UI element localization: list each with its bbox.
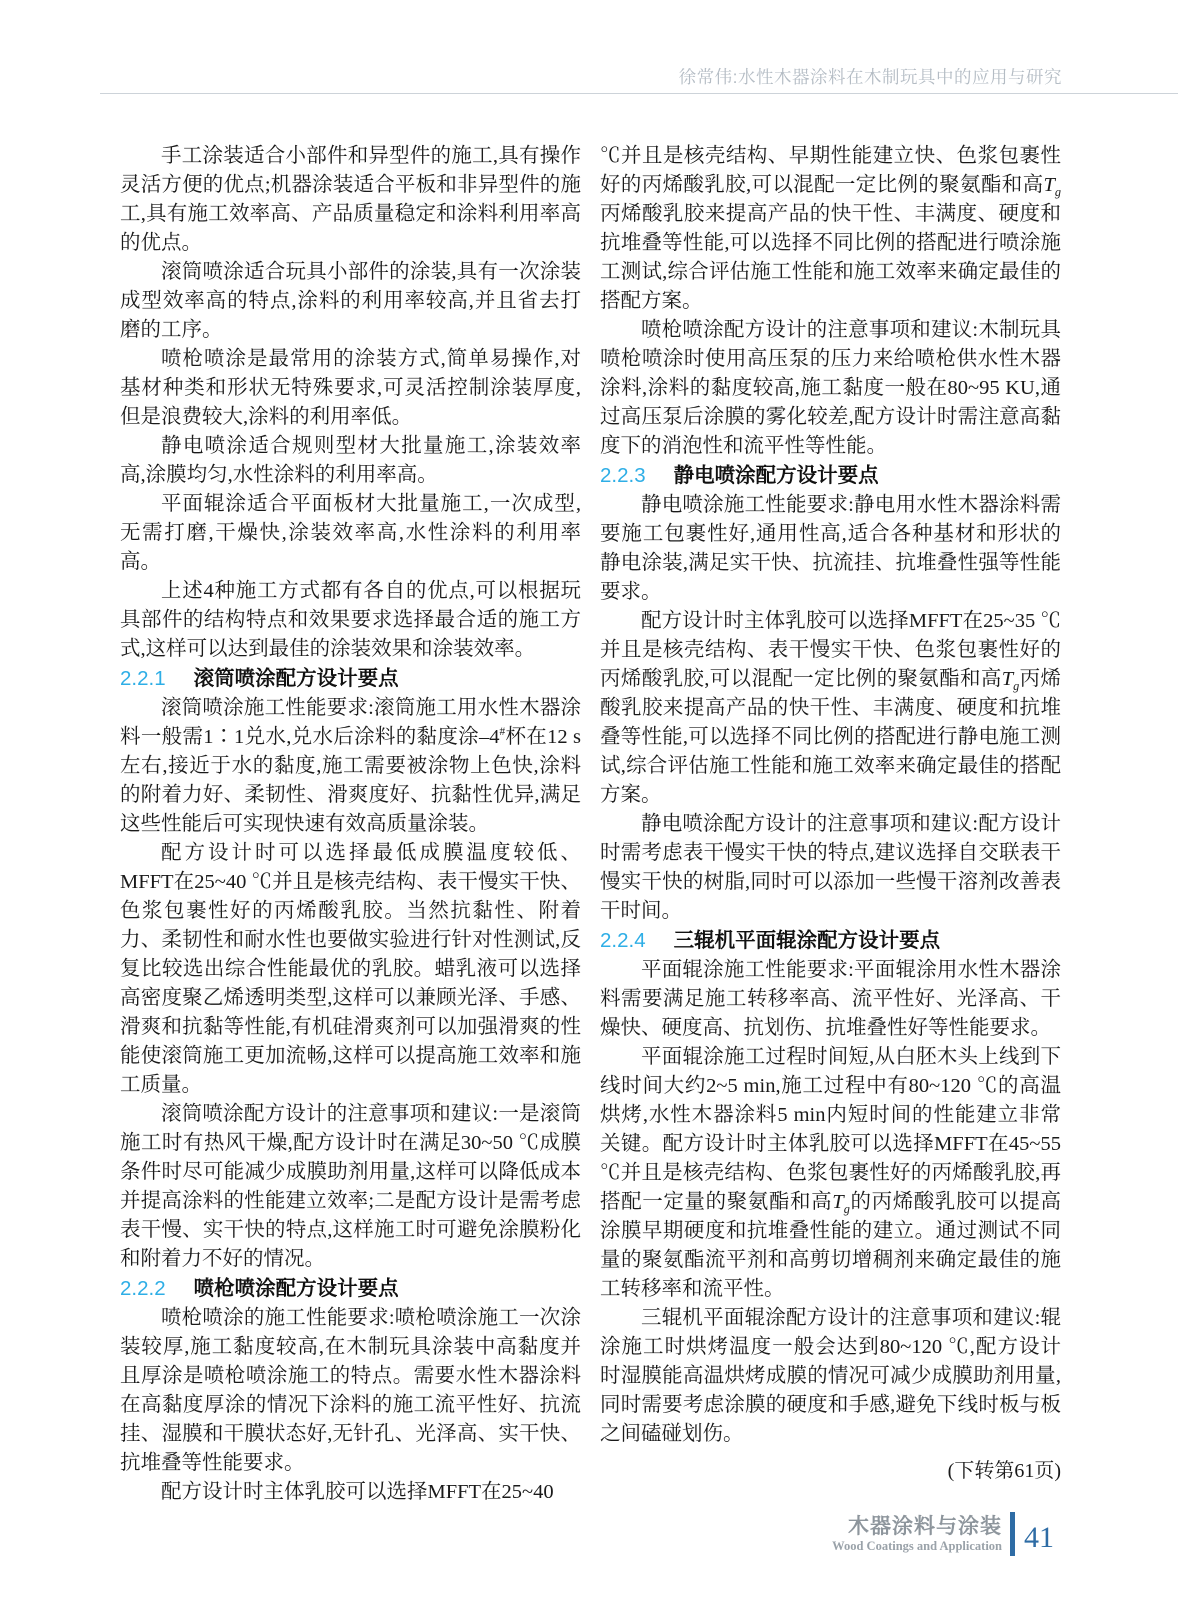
text-run-sub: g [1054, 185, 1061, 200]
page-number: 41 [1024, 1521, 1054, 1554]
text-run-ital: T [1001, 668, 1014, 690]
text-run-sub: g [1013, 679, 1020, 694]
text-run: 静电喷涂适合规则型材大批量施工,涂装效率高,涂膜均匀,水性涂料的利用率高。 [120, 435, 581, 486]
section-heading-2.2.1 [120, 664, 581, 694]
column-left [120, 142, 581, 1507]
text-run: 配方设计时主体乳胶可以选择MFFT在25~35 ℃并且是核壳结构、表干慢实干快、色浆包裹性好的丙烯酸乳胶,可以混配一定比例的聚氨酯和高 [600, 610, 1061, 690]
text-run: 滚筒喷涂配方设计的注意事项和建议:一是滚筒施工时有热风干燥,配方设计时在满足30~50 ℃成膜条件时尽可能减少成膜助剂用量,这样可以降低成本并提高涂料的性能建立效率;二是配方设计是需考虑表干慢、实干快的特点,这样施工时可避免涂膜粉化和附着力不好的情况。 [120, 1103, 581, 1270]
text-run: 静电喷涂施工性能要求:静电用水性木器涂料需要施工包裹性好,通用性高,适合各种基材和形状的静电涂装,满足实干快、抗流挂、抗堆叠性强等性能要求。 [600, 494, 1061, 603]
text-run: 配方设计时主体乳胶可以选择MFFT在25~40 [161, 1481, 554, 1503]
section-title: 滚筒喷涂配方设计要点 [193, 667, 399, 690]
continuation-note: (下转第61页) [947, 1460, 1061, 1482]
section-title: 静电喷涂配方设计要点 [673, 464, 879, 487]
column-right [600, 142, 1061, 1507]
section-heading-2.2.3 [600, 461, 1061, 491]
text-run: 滚筒喷涂适合玩具小部件的涂装,具有一次涂装成型效率高的特点,涂料的利用率较高,并且省去打磨的工序。 [120, 261, 581, 341]
page-footer [832, 1512, 1054, 1556]
text-run: 的丙烯酸乳胶可以提高涂膜早期硬度和抗堆叠性能的建立。通过测试不同量的聚氨酯流平剂和高剪切增稠剂来确定最佳的施工转移率和流平性。 [600, 1191, 1062, 1300]
text-run: 平面辊涂施工性能要求:平面辊涂用水性木器涂料需要满足施工转移率高、流平性好、光泽高、干燥快、硬度高、抗划伤、抗堆叠性好等性能要求。 [600, 959, 1061, 1039]
paragraph [120, 142, 581, 258]
text-run-sub: g [843, 1202, 850, 1217]
text-run: 丙烯酸乳胶来提高产品的快干性、丰满度、硬度和抗堆叠等性能,可以选择不同比例的搭配进行喷涂施工测试,综合评估施工性能和施工效率来确定最佳的搭配方案。 [600, 203, 1061, 312]
section-number: 2.2.2 [120, 1277, 166, 1300]
text-run: 丙烯酸乳胶来提高产品的快干性、丰满度、硬度和抗堆叠等性能,可以选择不同比例的搭配进行静电施工测试,综合评估施工性能和施工效率来确定最佳的搭配方案。 [600, 668, 1062, 806]
text-run: 杯在12 s左右,接近于水的黏度,施工需要被涂物上色快,涂料的附着力好、柔韧性、滑爽度好、抗黏性优异,满足这些性能后可实现快速有效高质量涂装。 [120, 726, 582, 835]
text-run: 平面辊涂适合平面板材大批量施工,一次成型,无需打磨,干燥快,涂装效率高,水性涂料的利用率高。 [120, 493, 581, 573]
running-head [679, 64, 1062, 89]
text-run: 喷枪喷涂是最常用的涂装方式,简单易操作,对基材种类和形状无特殊要求,可灵活控制涂装厚度,但是浪费较大,涂料的利用率低。 [120, 348, 581, 428]
paragraph [120, 1100, 581, 1274]
text-run: 三辊机平面辊涂配方设计的注意事项和建议:辊涂施工时烘烤温度一般会达到80~120 ℃,配方设计时湿膜能高温烘烤成膜的情况可减少成膜助剂用量,同时需要考虑涂膜的硬度和手感,避免下线时板与板之间磕碰划伤。 [600, 1307, 1061, 1445]
paragraph [600, 607, 1061, 810]
paragraph [600, 1304, 1061, 1449]
paragraph [120, 1478, 581, 1507]
paragraph [120, 345, 581, 432]
article-body [120, 142, 1061, 1507]
paragraph [600, 142, 1061, 316]
text-run: 上述4种施工方式都有各自的优点,可以根据玩具部件的结构特点和效果要求选择最合适的施工方式,这样可以达到最佳的涂装效果和涂装效率。 [120, 580, 581, 660]
section-number: 2.2.4 [600, 929, 646, 952]
paragraph [600, 810, 1061, 926]
running-title: 徐常伟:水性木器涂料在木制玩具中的应用与研究 [678, 67, 1062, 87]
paragraph [600, 316, 1061, 461]
text-run: 平面辊涂施工过程时间短,从白胚木头上线到下线时间大约2~5 min,施工过程中有80~120 ℃的高温烘烤,水性木器涂料5 min内短时间的性能建立非常关键。配方设计时主体乳胶可以选择MFFT在45~55 ℃并且是核壳结构、色浆包裹性好的丙烯酸乳胶,再搭配一定量的聚氨酯和高 [600, 1046, 1061, 1213]
paragraph [120, 432, 581, 490]
journal-name-cn: 木器涂料与涂装 [848, 1514, 1002, 1538]
journal-title-block [832, 1515, 1002, 1554]
paragraph [120, 839, 581, 1100]
journal-name-en: Wood Coatings and Application [832, 1538, 1002, 1553]
text-run: 静电喷涂配方设计的注意事项和建议:配方设计时需考虑表干慢实干快的特点,建议选择自交联表干慢实干快的树脂,同时可以添加一些慢干溶剂改善表干时间。 [600, 813, 1061, 922]
footer-divider-bar [1010, 1512, 1015, 1556]
paragraph [120, 694, 581, 839]
text-run: 喷枪喷涂的施工性能要求:喷枪喷涂施工一次涂装较厚,施工黏度较高,在木制玩具涂装中高黏度并且厚涂是喷枪喷涂施工的特点。需要水性木器涂料在高黏度厚涂的情况下涂料的施工流平性好、抗流挂、湿膜和干膜状态好,无针孔、光泽高、实干快、抗堆叠等性能要求。 [120, 1307, 581, 1474]
paragraph [120, 258, 581, 345]
section-number: 2.2.1 [120, 667, 166, 690]
section-heading-2.2.2 [120, 1274, 581, 1304]
text-run: 配方设计时可以选择最低成膜温度较低、MFFT在25~40 ℃并且是核壳结构、表干慢实干快、色浆包裹性好的丙烯酸乳胶。当然抗黏性、附着力、柔韧性和耐水性也要做实验进行针对性测试,反复比较选出综合性能最优的乳胶。蜡乳液可以选择高密度聚乙烯透明类型,这样可以兼顾光泽、手感、滑爽和抗黏等性能,有机硅滑爽剂可以加强滑爽的性能使滚筒施工更加流畅,这样可以提高施工效率和施工质量。 [120, 842, 581, 1096]
text-run: 喷枪喷涂配方设计的注意事项和建议:木制玩具喷枪喷涂时使用高压泵的压力来给喷枪供水性木器涂料,涂料的黏度较高,施工黏度一般在80~95 KU,通过高压泵后涂膜的雾化较差,配方设计时需注意高黏度下的消泡性和流平性等性能。 [600, 319, 1061, 457]
paragraph [120, 577, 581, 664]
paragraph [600, 491, 1061, 607]
header-rule [100, 93, 1178, 94]
text-run-ital: T [1043, 174, 1055, 196]
section-number: 2.2.3 [600, 464, 646, 487]
paragraph [600, 956, 1061, 1043]
text-run-ital: T [832, 1191, 844, 1213]
section-heading-2.2.4 [600, 926, 1061, 956]
text-run: 手工涂装适合小部件和异型件的施工,具有操作灵活方便的优点;机器涂装适合平板和非异型件的施工,具有施工效率高、产品质量稳定和涂料利用率高的优点。 [120, 145, 581, 254]
section-title: 三辊机平面辊涂配方设计要点 [673, 929, 941, 952]
paragraph [120, 490, 581, 577]
paragraph [600, 1043, 1061, 1304]
section-title: 喷枪喷涂配方设计要点 [193, 1277, 399, 1300]
paragraph [120, 1304, 581, 1478]
text-run: ℃并且是核壳结构、早期性能建立快、色浆包裹性好的丙烯酸乳胶,可以混配一定比例的聚氨酯和高 [600, 145, 1061, 196]
text-run: 滚筒喷涂施工性能要求:滚筒施工用水性木器涂料一般需1∶1兑水,兑水后涂料的黏度涂–4 [120, 697, 581, 748]
text-run-sup: # [499, 726, 506, 739]
